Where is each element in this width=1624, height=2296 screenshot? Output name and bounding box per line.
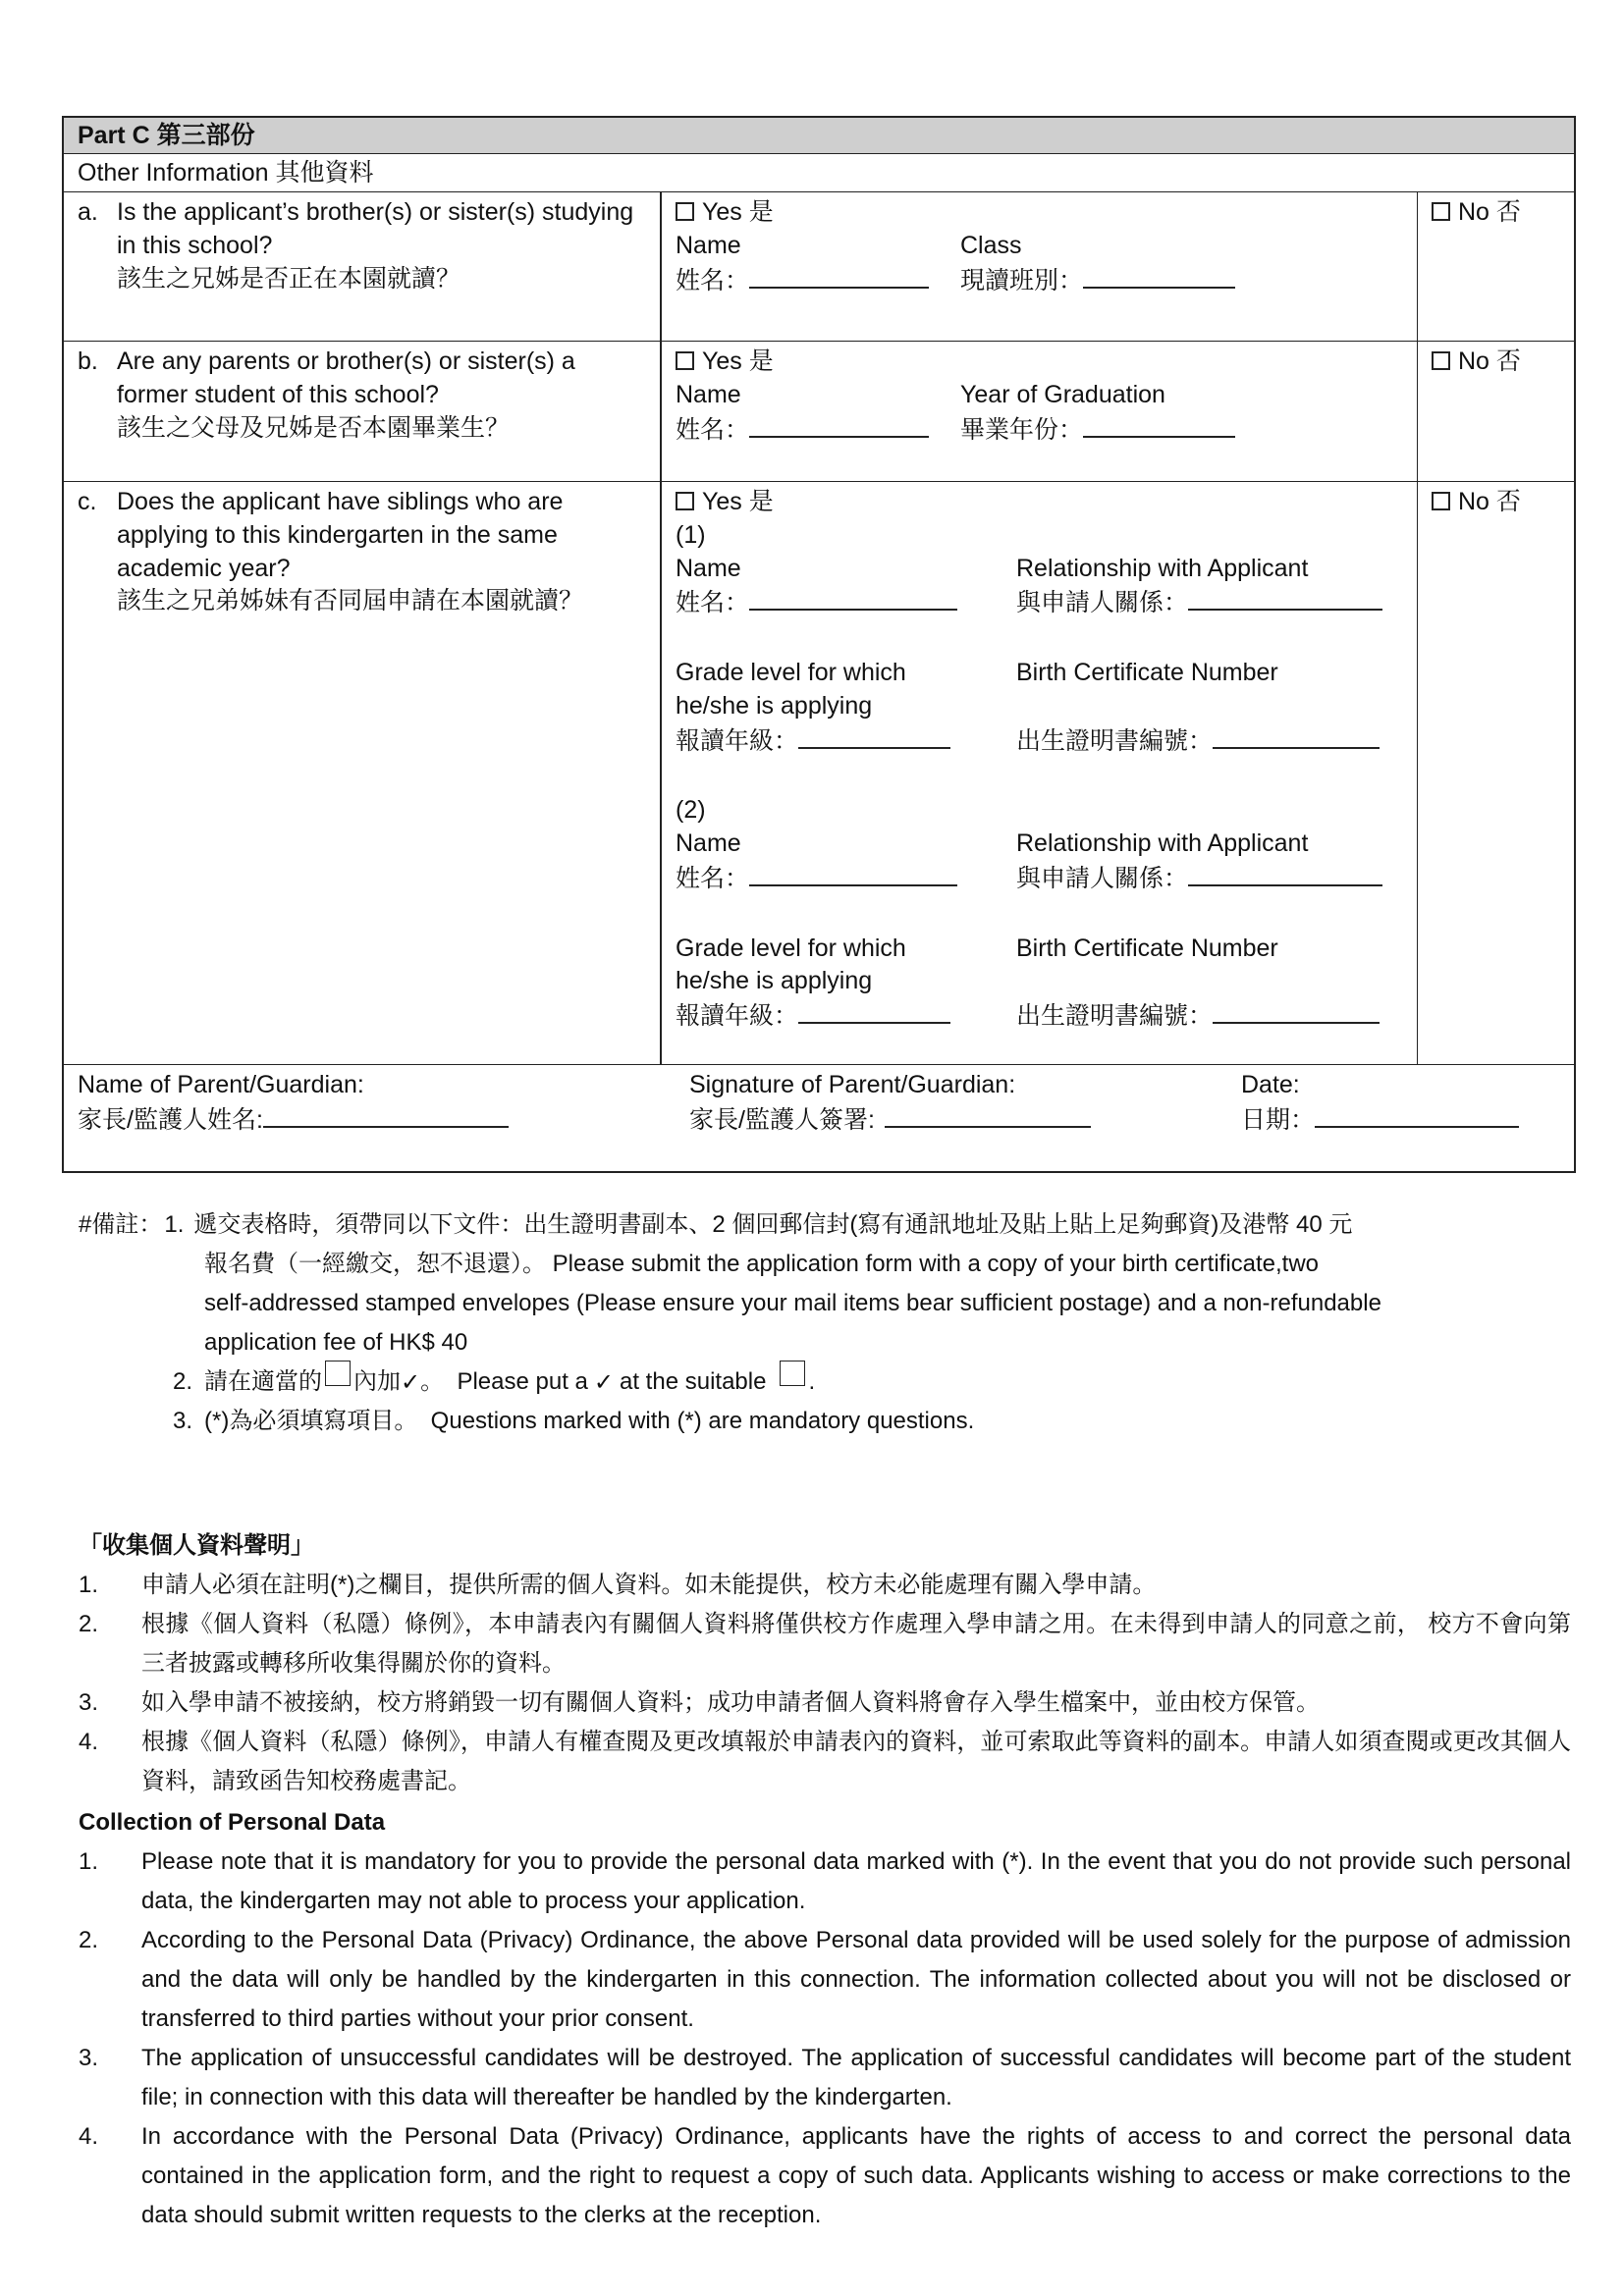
checkbox-square-icon: [325, 1361, 351, 1386]
question-b-letter: b.: [78, 347, 98, 375]
signature-row: [64, 1065, 1574, 1171]
birth-certificate-label-zh: 出生證明書編號：: [1016, 1002, 1214, 1030]
sibling-1-relationship-field[interactable]: [1188, 585, 1382, 611]
question-b-yes-checkbox[interactable]: [676, 351, 694, 370]
grade-label-zh: 報讀年級：: [676, 726, 799, 755]
date-field[interactable]: [1315, 1102, 1519, 1128]
grade-label-en-2: he/she is applying: [676, 967, 873, 995]
graduation-year-label-en: Year of Graduation: [960, 380, 1165, 408]
name-label-zh: 姓名：: [676, 266, 750, 294]
sibling-2-name-field[interactable]: [749, 861, 957, 886]
note-2-text-d: at the suitable: [620, 1368, 767, 1395]
sibling-2-number: (2): [676, 796, 706, 825]
other-information-heading: Other Information 其他資料: [64, 154, 1574, 192]
date-label-zh: 日期：: [1241, 1105, 1316, 1134]
question-c-text-zh: 該生之兄弟姊妹有否同屆申請在本園就讀？: [117, 587, 584, 615]
note-3-number: 3.: [173, 1408, 193, 1434]
note-1-line-2: 報名費（一經繳交，恕不退還）。 Please submit the application form with a copy of your birth certificate,two: [204, 1251, 1320, 1277]
privacy-item-zh: [79, 1605, 1571, 1683]
question-a-class-field[interactable]: [1083, 263, 1235, 289]
question-a-text-zh: 該生之兄姊是否正在本園就讀？: [117, 264, 461, 293]
parent-name-label-zh: 家長/監護人姓名:: [78, 1105, 263, 1134]
birth-certificate-label-en: Birth Certificate Number: [1016, 934, 1278, 962]
note-1-line-3: self-addressed stamped envelopes (Please ensure your mail items bear sufficient postage) and a non-refundable: [204, 1290, 1381, 1316]
relationship-label-en: Relationship with Applicant: [1016, 829, 1309, 857]
no-label: No 否: [1458, 198, 1521, 226]
privacy-item-number: 3.: [79, 1689, 99, 1716]
privacy-item-number: 3.: [79, 2045, 99, 2071]
privacy-item-text: 申請人必須在註明(*)之欄目，提供所需的個人資料。如未能提供，校方未必能處理有關入學申請。: [141, 1572, 1157, 1598]
privacy-item-en: [79, 2039, 1571, 2117]
privacy-item-number: 2.: [79, 1611, 99, 1637]
question-c-yes-checkbox[interactable]: [676, 492, 694, 510]
question-a-yes-checkbox[interactable]: [676, 202, 694, 221]
parent-name-field[interactable]: [263, 1102, 509, 1128]
privacy-item-zh: [79, 1566, 1571, 1605]
question-a-row: [64, 192, 1574, 342]
note-2-text-e: .: [808, 1368, 816, 1395]
privacy-statement-section: [79, 1526, 1571, 2235]
note-2-number: 2.: [173, 1368, 193, 1395]
grade-label-en-2: he/she is applying: [676, 691, 873, 720]
privacy-item-number: 4.: [79, 2123, 99, 2150]
privacy-item-text: The application of unsuccessful candidates will be destroyed. The application of successful candidates will become part of the student file; in connection with this data will thereafter be handled by the kindergarten.: [141, 2045, 1571, 2110]
privacy-item-text: 根據《個人資料（私隱）條例》，申請人有權查閱及更改填報於申請表內的資料，並可索取此等資料的副本。申請人如須查閱或更改其個人資料，請致函告知校務處書記。: [141, 1729, 1571, 1794]
privacy-item-zh: [79, 1683, 1571, 1723]
privacy-item-en: [79, 1842, 1571, 1921]
relationship-label-en: Relationship with Applicant: [1016, 554, 1309, 582]
privacy-title-en: Collection of Personal Data: [79, 1809, 386, 1836]
graduation-year-label-zh: 畢業年份：: [960, 415, 1084, 444]
sibling-1-birth-cert-field[interactable]: [1213, 723, 1380, 749]
note-1-line-4: application fee of HK$ 40: [204, 1329, 468, 1356]
yes-label: Yes 是: [702, 347, 774, 375]
privacy-item-text: Please note that it is mandatory for you to provide the personal data marked with (*). In the event that you do not provide such personal data, the kindergarten may not able to process your application.: [141, 1848, 1571, 1914]
question-b-row: [64, 342, 1574, 482]
privacy-item-en: [79, 2117, 1571, 2235]
privacy-item-number: 1.: [79, 1572, 99, 1598]
privacy-item-text: In accordance with the Personal Data (Privacy) Ordinance, applicants have the rights of access to and correct the personal data contained in the application form, and the right to request a copy of such data. Applicants wishing to access or make corrections to the data should submit written requests to the clerks at the reception.: [141, 2123, 1571, 2228]
privacy-title-zh: 「收集個人資料聲明」: [79, 1532, 314, 1559]
question-c-row: [64, 482, 1574, 1065]
class-label-en: Class: [960, 231, 1022, 259]
question-c-text-en: Does the applicant have siblings who are applying to this kindergarten in the same academic year?: [117, 488, 564, 582]
sibling-1-number: (1): [676, 520, 706, 549]
privacy-item-number: 4.: [79, 1729, 99, 1755]
question-c-letter: c.: [78, 488, 97, 515]
question-b-name-field[interactable]: [749, 412, 929, 438]
name-label-en: Name: [676, 829, 741, 857]
sibling-2-birth-cert-field[interactable]: [1213, 998, 1380, 1024]
notes-label: #備註：: [79, 1211, 163, 1238]
question-b-no-checkbox[interactable]: [1432, 351, 1450, 370]
relationship-label-zh: 與申請人關係：: [1016, 589, 1189, 617]
checkbox-square-icon: [780, 1361, 805, 1386]
part-c-table: [62, 116, 1576, 1173]
sibling-1-grade-field[interactable]: [798, 723, 950, 749]
privacy-item-text: 如入學申請不被接納，校方將銷毀一切有關個人資料；成功申請者個人資料將會存入學生檔案中，並由校方保管。: [141, 1689, 1320, 1716]
grade-label-zh: 報讀年級：: [676, 1002, 799, 1030]
note-3-text: (*)為必須填寫項目。 Questions marked with (*) are mandatory questions.: [204, 1408, 975, 1434]
note-2-text-b: 內加: [353, 1368, 402, 1395]
note-2-text-a: 請在適當的: [204, 1368, 323, 1395]
relationship-label-zh: 與申請人關係：: [1016, 864, 1189, 892]
name-label-zh: 姓名：: [676, 864, 750, 892]
no-label: No 否: [1458, 488, 1521, 515]
check-mark-icon: ✓: [401, 1368, 421, 1396]
name-label-zh: 姓名：: [676, 589, 750, 617]
name-label-zh: 姓名：: [676, 415, 750, 444]
grade-label-en: Grade level for which: [676, 934, 906, 962]
privacy-item-zh: [79, 1723, 1571, 1801]
sibling-2-grade-field[interactable]: [798, 998, 950, 1024]
date-label-en: Date:: [1241, 1071, 1300, 1098]
note-1-line-1: 遞交表格時，須帶同以下文件：出生證明書副本、2 個回郵信封(寫有通訊地址及貼上貼上足夠郵資)及港幣 40 元: [193, 1211, 1353, 1238]
privacy-item-text: 根據《個人資料（私隱）條例》，本申請表內有關個人資料將僅供校方作處理入學申請之用。在未得到申請人的同意之前， 校方不會向第三者披露或轉移所收集得關於你的資料。: [141, 1611, 1571, 1677]
class-label-zh: 現讀班別：: [960, 266, 1084, 294]
question-a-name-field[interactable]: [749, 263, 929, 289]
notes-section: [79, 1205, 1571, 1441]
question-b-text-zh: 該生之父母及兄姊是否本園畢業生？: [117, 413, 511, 442]
sibling-2-relationship-field[interactable]: [1188, 861, 1382, 886]
question-c-no-checkbox[interactable]: [1432, 492, 1450, 510]
signature-field[interactable]: [885, 1102, 1091, 1128]
privacy-item-text: According to the Personal Data (Privacy) Ordinance, the above Personal data provided will be used solely for the purpose of admission and the data will only be handled by the kindergarten in this connection. The information collected about you will not be disclosed or transferred to third parties without your prior consent.: [141, 1927, 1571, 2032]
check-mark-icon: ✓: [593, 1368, 614, 1396]
yes-label: Yes 是: [702, 488, 774, 515]
name-label-en: Name: [676, 380, 741, 408]
name-label-en: Name: [676, 231, 741, 259]
question-a-letter: a.: [78, 198, 98, 226]
yes-label: Yes 是: [702, 198, 774, 226]
sibling-1-name-field[interactable]: [749, 585, 957, 611]
name-label-en: Name: [676, 554, 741, 582]
note-1-number: 1.: [164, 1211, 185, 1238]
question-b-text-en: Are any parents or brother(s) or sister(s) a former student of this school?: [117, 347, 575, 408]
no-label: No 否: [1458, 347, 1521, 375]
privacy-item-en: [79, 1921, 1571, 2039]
grade-label-en: Grade level for which: [676, 659, 906, 686]
privacy-item-number: 2.: [79, 1927, 99, 1953]
question-b-year-field[interactable]: [1083, 412, 1235, 438]
note-2-text-c: 。 Please put a: [420, 1368, 588, 1395]
signature-label-en: Signature of Parent/Guardian:: [689, 1071, 1016, 1098]
question-a-text-en: Is the applicant’s brother(s) or sister(s) studying in this school?: [117, 198, 634, 259]
birth-certificate-label-en: Birth Certificate Number: [1016, 659, 1278, 686]
birth-certificate-label-zh: 出生證明書編號：: [1016, 726, 1214, 755]
privacy-item-number: 1.: [79, 1848, 99, 1875]
signature-label-zh: 家長/監護人簽署:: [689, 1105, 875, 1134]
part-c-title: Part C 第三部份: [64, 118, 1574, 154]
question-a-no-checkbox[interactable]: [1432, 202, 1450, 221]
parent-name-label-en: Name of Parent/Guardian:: [78, 1071, 364, 1098]
